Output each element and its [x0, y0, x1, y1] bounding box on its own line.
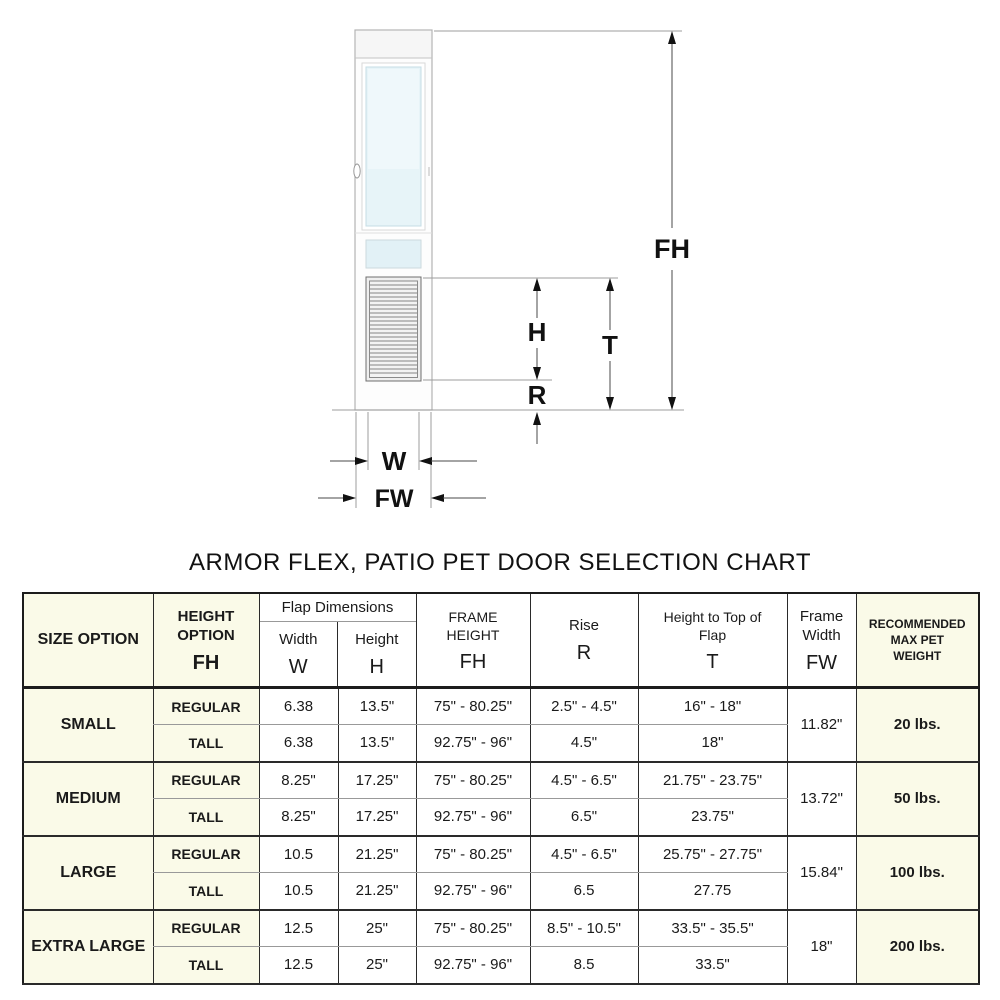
option-cell: TALL: [153, 873, 259, 910]
rise-cell: 4.5" - 6.5": [530, 762, 638, 799]
flap-height-cell: 17.25": [338, 762, 416, 799]
flap-height-dimension: [528, 278, 547, 380]
max-weight-cell: 200 lbs.: [856, 910, 979, 984]
option-cell: TALL: [153, 799, 259, 836]
flap-width-cell: 12.5: [259, 947, 338, 984]
frame-width-cell: 15.84": [787, 836, 856, 910]
flap-height-cell: 25": [338, 910, 416, 947]
max-weight-cell: 20 lbs.: [856, 688, 979, 762]
header-row: [23, 593, 979, 688]
frame-height-dimension: [654, 31, 690, 410]
door-handle: [354, 164, 360, 178]
frame-height-label: FH: [654, 234, 690, 264]
top-of-flap-cell: 27.75: [638, 873, 787, 910]
top-of-flap-label: T: [602, 330, 618, 360]
flap-width-cell: 10.5: [259, 873, 338, 910]
header-frame-height: FRAME HEIGHT FH: [416, 593, 530, 688]
table-row-extra-large-regular: [23, 910, 979, 947]
table-row-medium-regular: [23, 762, 979, 799]
frame-width-dimension: [318, 485, 486, 513]
page-title: ARMOR FLEX, PATIO PET DOOR SELECTION CHART: [189, 549, 811, 576]
frame-height-cell: 75" - 80.25": [416, 688, 530, 725]
header-max-pet-weight: RECOMMENDED MAX PET WEIGHT: [856, 593, 979, 688]
top-of-flap-cell: 16" - 18": [638, 688, 787, 725]
frame-height-cell: 92.75" - 96": [416, 725, 530, 762]
header-size-option: SIZE OPTION: [23, 593, 153, 688]
flap-height-cell: 17.25": [338, 799, 416, 836]
frame-height-cell: 92.75" - 96": [416, 947, 530, 984]
frame-height-cell: 75" - 80.25": [416, 836, 530, 873]
flap-width-cell: 8.25": [259, 762, 338, 799]
door-panel: [354, 30, 432, 410]
top-of-flap-cell: 25.75" - 27.75": [638, 836, 787, 873]
arrow-left-icon: [419, 457, 432, 465]
frame-width-cell: 18": [787, 910, 856, 984]
frame-height-cell: 92.75" - 96": [416, 873, 530, 910]
flap-height-cell: 13.5": [338, 688, 416, 725]
frame-height-cell: 92.75" - 96": [416, 799, 530, 836]
rise-cell: 8.5" - 10.5": [530, 910, 638, 947]
rise-cell: 8.5: [530, 947, 638, 984]
flap-width-cell: 8.25": [259, 799, 338, 836]
header-flap-dimensions: Flap Dimensions: [260, 594, 416, 622]
top-of-flap-cell: 18": [638, 725, 787, 762]
flap-width-label: W: [381, 446, 407, 476]
arrow-up-icon: [533, 278, 541, 291]
flap-width-dimension: [330, 446, 477, 476]
arrow-down-icon: [533, 367, 541, 380]
arrow-right-icon: [343, 494, 356, 502]
panel-top-cap: [356, 31, 431, 58]
rise-cell: 6.5": [530, 799, 638, 836]
top-of-flap-cell: 23.75": [638, 799, 787, 836]
flap-height-label: H: [527, 317, 547, 347]
frame-width-cell: 13.72": [787, 762, 856, 836]
frame-height-cell: 75" - 80.25": [416, 762, 530, 799]
top-of-flap-cell: 21.75" - 23.75": [638, 762, 787, 799]
rise-cell: 4.5" - 6.5": [530, 836, 638, 873]
size-cell: LARGE: [23, 836, 153, 910]
rise-cell: 6.5: [530, 873, 638, 910]
header-frame-width: Frame Width FW: [787, 593, 856, 688]
header-flap-height: Height H: [337, 622, 416, 686]
flap-height-cell: 13.5": [338, 725, 416, 762]
option-cell: REGULAR: [153, 836, 259, 873]
frame-width-label: FW: [374, 485, 414, 513]
rise-label: R: [527, 380, 547, 410]
option-cell: REGULAR: [153, 910, 259, 947]
top-of-flap-dimension: [602, 278, 618, 410]
flap-width-cell: 12.5: [259, 910, 338, 947]
option-cell: REGULAR: [153, 762, 259, 799]
header-flap-width: Width W: [279, 631, 318, 678]
table-row-large-regular: [23, 836, 979, 873]
rise-cell: 2.5" - 4.5": [530, 688, 638, 725]
flap-width-cell: 10.5: [259, 836, 338, 873]
flap-width-cell: 6.38: [259, 688, 338, 725]
option-cell: REGULAR: [153, 688, 259, 725]
header-rise: Rise R: [530, 593, 638, 688]
size-cell: EXTRA LARGE: [23, 910, 153, 984]
option-cell: TALL: [153, 725, 259, 762]
header-flap-dimensions-group: [259, 593, 416, 688]
size-cell: MEDIUM: [23, 762, 153, 836]
header-height-option: HEIGHT OPTION FH: [153, 593, 259, 688]
flap-height-cell: 25": [338, 947, 416, 984]
arrow-up-icon: [533, 412, 541, 425]
rise-dimension: [528, 380, 547, 444]
arrow-down-icon: [606, 397, 614, 410]
selection-table: [22, 592, 980, 985]
max-weight-cell: 100 lbs.: [856, 836, 979, 910]
option-cell: TALL: [153, 947, 259, 984]
arrow-right-icon: [355, 457, 368, 465]
flap-height-cell: 21.25": [338, 836, 416, 873]
frame-width-cell: 11.82": [787, 688, 856, 762]
header-top-of-flap: Height to Top of Flap T: [638, 593, 787, 688]
top-of-flap-cell: 33.5": [638, 947, 787, 984]
frame-height-cell: 75" - 80.25": [416, 910, 530, 947]
arrow-up-icon: [606, 278, 614, 291]
arrow-up-icon: [668, 31, 676, 44]
table-row-small-regular: [23, 688, 979, 725]
max-weight-cell: 50 lbs.: [856, 762, 979, 836]
size-cell: SMALL: [23, 688, 153, 762]
arrow-down-icon: [668, 397, 676, 410]
small-glass-pane: [366, 240, 421, 268]
arrow-left-icon: [431, 494, 444, 502]
top-of-flap-cell: 33.5" - 35.5": [638, 910, 787, 947]
glass-highlight: [368, 69, 419, 169]
rise-cell: 4.5": [530, 725, 638, 762]
flap-width-cell: 6.38: [259, 725, 338, 762]
flap-height-cell: 21.25": [338, 873, 416, 910]
